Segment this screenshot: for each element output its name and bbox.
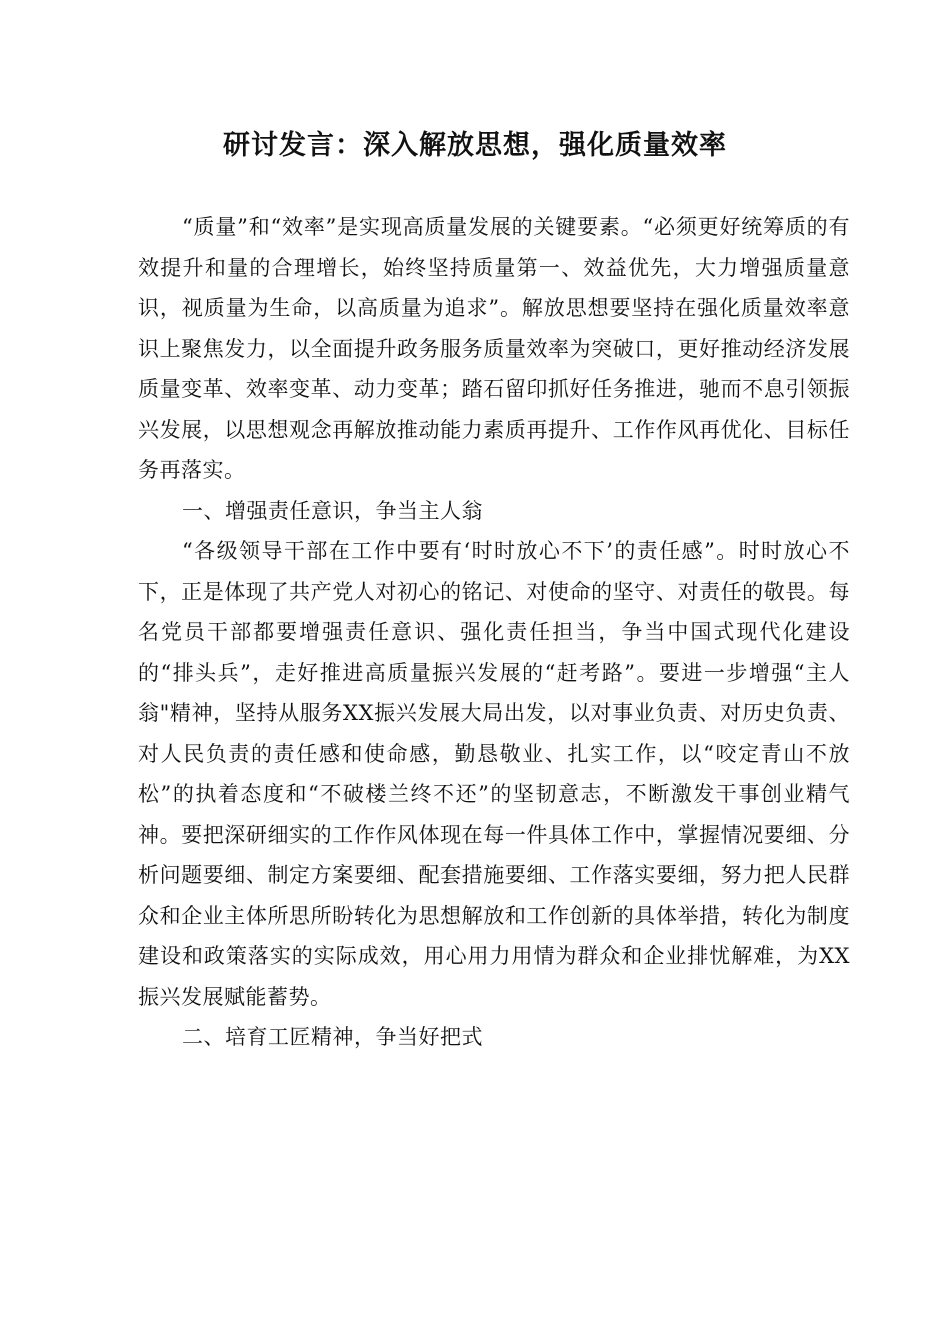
section-heading-2: 二、培育工匠精神，争当好把式 [182, 1025, 483, 1049]
section-heading-1: 一、增强责任意识，争当主人翁 [182, 498, 483, 523]
intro-paragraph: “质量”和“效率”是实现高质量发展的关键要素。“必须更好统筹质的有效提升和量的合理增长，始终坚持质量第一、效益优先，大力增强质量意识，视质量为生命，以高质量为追求”。解放思想要坚持在强化质量效率意识上聚焦发力，以全面提升政务服务质量效率为突破口，更好推动经济发展质量变革、效率变革、动力变革；踏石留印抓好任务推进，驰而不息引领振兴发展，以思想观念再解放推动能力素质再提升、工作作风再优化、目标任务再落实。 [138, 215, 850, 482]
document-body [138, 207, 850, 1058]
document-title: 研讨发言：深入解放思想，强化质量效率 [223, 130, 727, 161]
section-1-paragraph: “各级领导干部在工作中要有‘时时放心不下’的责任感”。时时放心不下，正是体现了共产党人对初心的铭记、对使命的坚守、对责任的敬畏。每名党员干部都要增强责任意识、强化责任担当，争当中国式现代化建设的“排头兵”，走好推进高质量振兴发展的“赶考路”。要进一步增强“主人翁"精神，坚持从服务XX振兴发展大局出发，以对事业负责、对历史负责、对人民负责的责任感和使命感，勤恳敬业、扎实工作，以“咬定青山不放松”的执着态度和“不破楼兰终不还”的坚韧意志，不断激发干事创业精气神。要把深研细实的工作作风体现在每一件具体工作中，掌握情况要细、分析问题要细、制定方案要细、配套措施要细、工作落实要细，努力把人民群众和企业主体所思所盼转化为思想解放和工作创新的具体举措，转化为制度建设和政策落实的实际成效，用心用力用情为群众和企业排忧解难，为XX振兴发展赋能蓄势。 [138, 539, 850, 1009]
